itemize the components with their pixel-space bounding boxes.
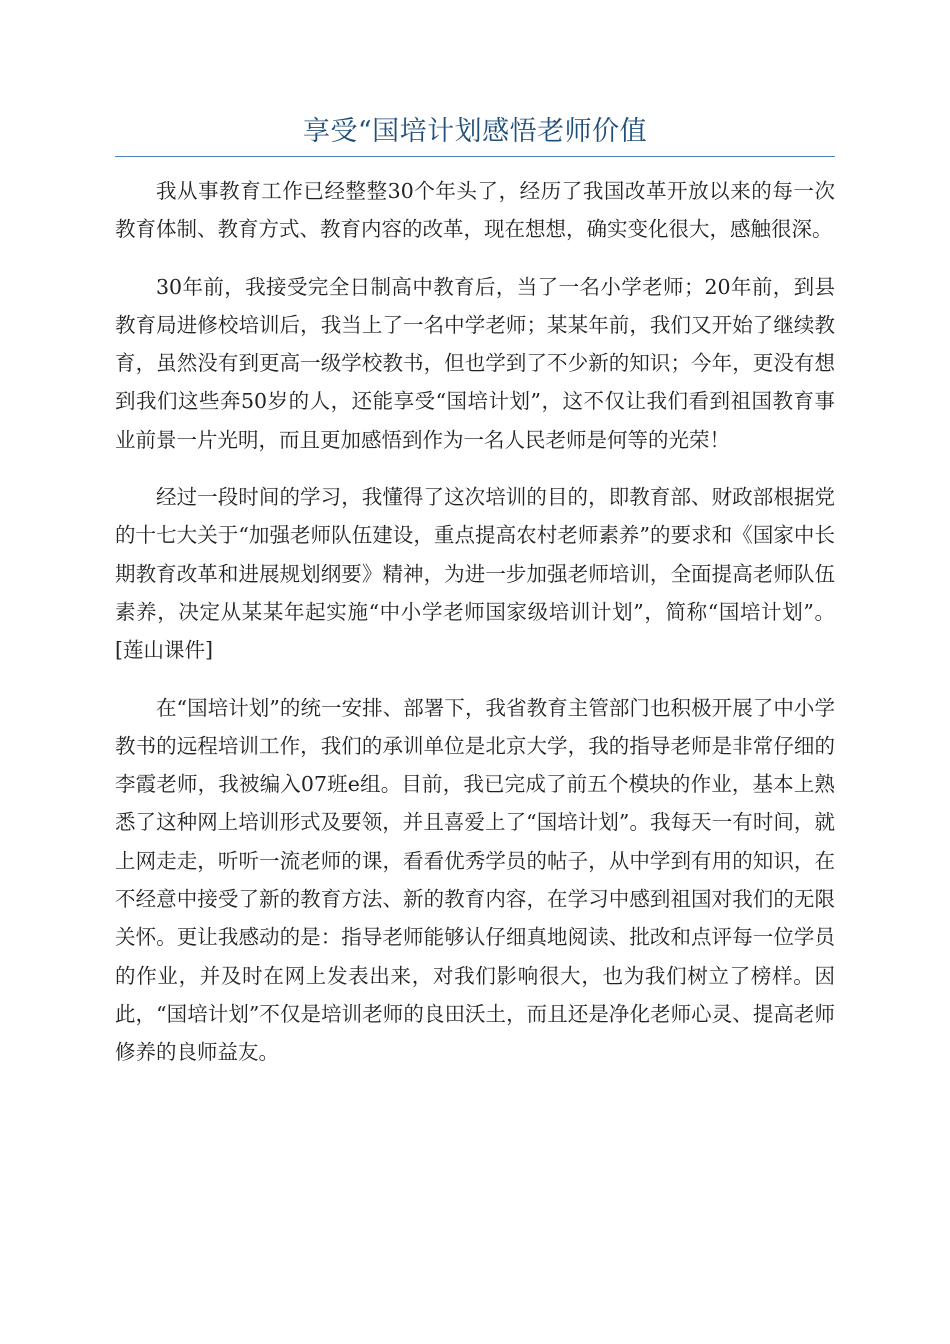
paragraph-4: 在“国培计划”的统一安排、部署下，我省教育主管部门也积极开展了中小学教书的远程培训工作，我们的承训单位是北京大学，我的指导老师是非常仔细的李霞老师，我被编入07班e组。目前，我已完成了前五个模块的作业，基本上熟悉了这种网上培训形式及要领，并且喜爱上了“国培计划”。我每天一有时间，就上网走走，听听一流老师的课，看看优秀学员的帖子，从中学到有用的知识，在不经意中接受了新的教育方法、新的教育内容，在学习中感到祖国对我们的无限关怀。更让我感动的是：指导老师能够认仔细真地阅读、批改和点评每一位学员的作业，并及时在网上发表出来，对我们影响很大，也为我们树立了榜样。因此，“国培计划”不仅是培训老师的良田沃土，而且还是净化老师心灵、提高老师修养的良师益友。 [115, 695, 835, 1065]
title-block [115, 112, 835, 157]
paragraph-2: 30年前，我接受完全日制高中教育后，当了一名小学老师；20年前，到县教育局进修校培训后，我当上了一名中学老师；某某年前，我们又开始了继续教育，虽然没有到更高一级学校教书，但也学到了不少新的知识；今年，更没有想到我们这些奔50岁的人，还能享受“国培计划”，这不仅让我们看到祖国教育事业前景一片光明，而且更加感悟到作为一名人民老师是何等的光荣！ [115, 274, 835, 452]
paragraph-1: 我从事教育工作已经整整30个年头了，经历了我国改革开放以来的每一次教育体制、教育方式、教育内容的改革，现在想想，确实变化很大，感触很深。 [115, 179, 835, 242]
document-title: 享受“国培计划感悟老师价值 [302, 116, 648, 147]
document-body [115, 172, 835, 1091]
paragraph-3: 经过一段时间的学习，我懂得了这次培训的目的，即教育部、财政部根据党的十七大关于“加强老师队伍建设，重点提高农村老师素养”的要求和《国家中长期教育改革和进展规划纲要》精神，为进一步加强老师培训，全面提高老师队伍素养，决定从某某年起实施“中小学老师国家级培训计划”，简称“国培计划”。[莲山课件] [115, 485, 835, 663]
